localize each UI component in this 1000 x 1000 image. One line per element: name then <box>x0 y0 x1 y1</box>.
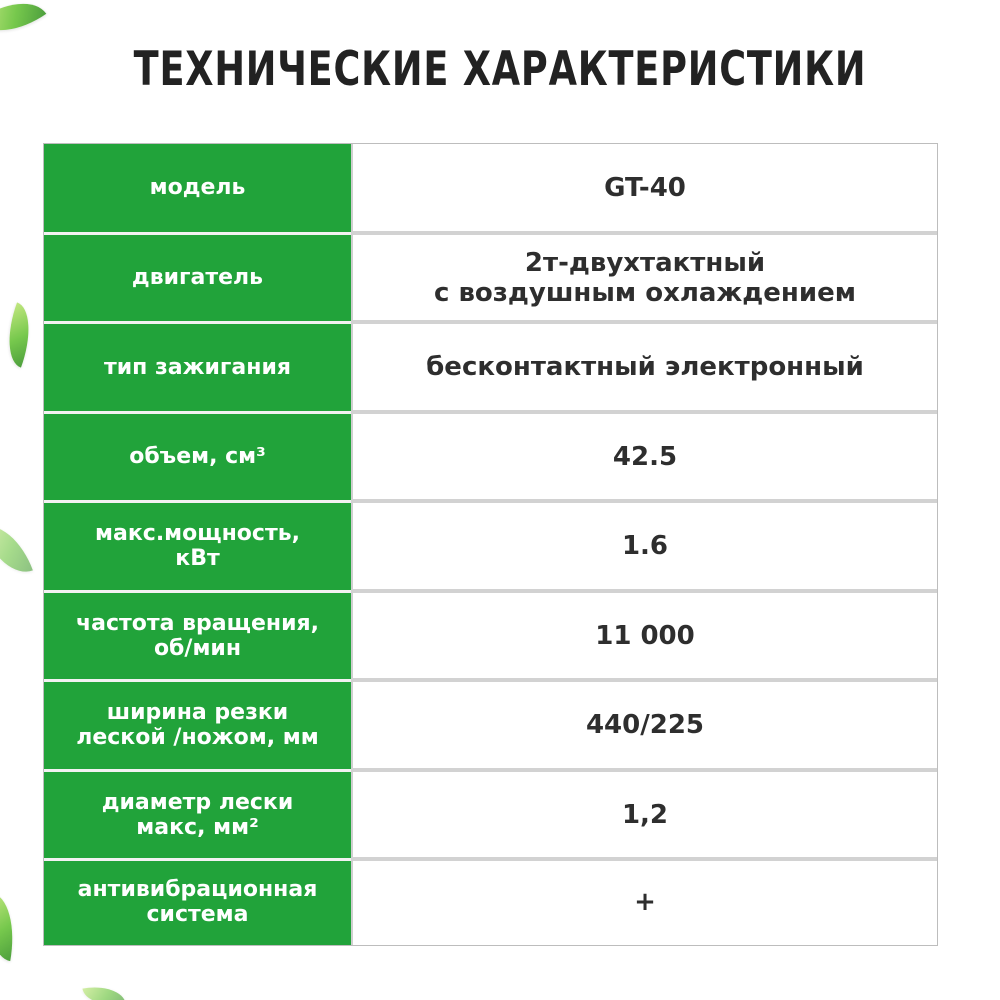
spec-value: 42.5 <box>351 414 937 501</box>
spec-label: антивибрационная система <box>44 861 351 945</box>
spec-value: бесконтактный электронный <box>351 324 937 412</box>
spec-label: макс.мощность, кВт <box>44 503 351 591</box>
spec-value: 11 000 <box>351 593 937 680</box>
spec-label: диаметр лески макс, мм² <box>44 772 351 859</box>
spec-row <box>44 593 937 680</box>
leaf-decoration <box>0 893 21 961</box>
spec-value: + <box>351 861 937 945</box>
spec-row <box>44 144 937 233</box>
spec-label: модель <box>44 144 351 233</box>
spec-row <box>44 235 937 322</box>
page-title: ТЕХНИЧЕСКИЕ ХАРАКТЕРИСТИКИ <box>133 42 867 97</box>
spec-row <box>44 324 937 412</box>
spec-label: тип зажигания <box>44 324 351 412</box>
spec-row <box>44 682 937 770</box>
leaf-decoration <box>0 516 33 582</box>
spec-value: GT-40 <box>351 144 937 233</box>
leaf-decoration <box>0 302 41 367</box>
spec-label: ширина резки леской /ножом, мм <box>44 682 351 770</box>
spec-table <box>43 143 938 946</box>
spec-row <box>44 861 937 945</box>
spec-row <box>44 414 937 501</box>
leaf-decoration <box>82 982 125 1000</box>
spec-label: двигатель <box>44 235 351 322</box>
spec-label: объем, см³ <box>44 414 351 501</box>
leaf-decoration <box>0 0 46 48</box>
spec-label: частота вращения, об/мин <box>44 593 351 680</box>
spec-value: 1,2 <box>351 772 937 859</box>
spec-row <box>44 503 937 591</box>
spec-value: 440/225 <box>351 682 937 770</box>
spec-value: 2т-двухтактный с воздушным охлаждением <box>351 235 937 322</box>
spec-row <box>44 772 937 859</box>
spec-value: 1.6 <box>351 503 937 591</box>
